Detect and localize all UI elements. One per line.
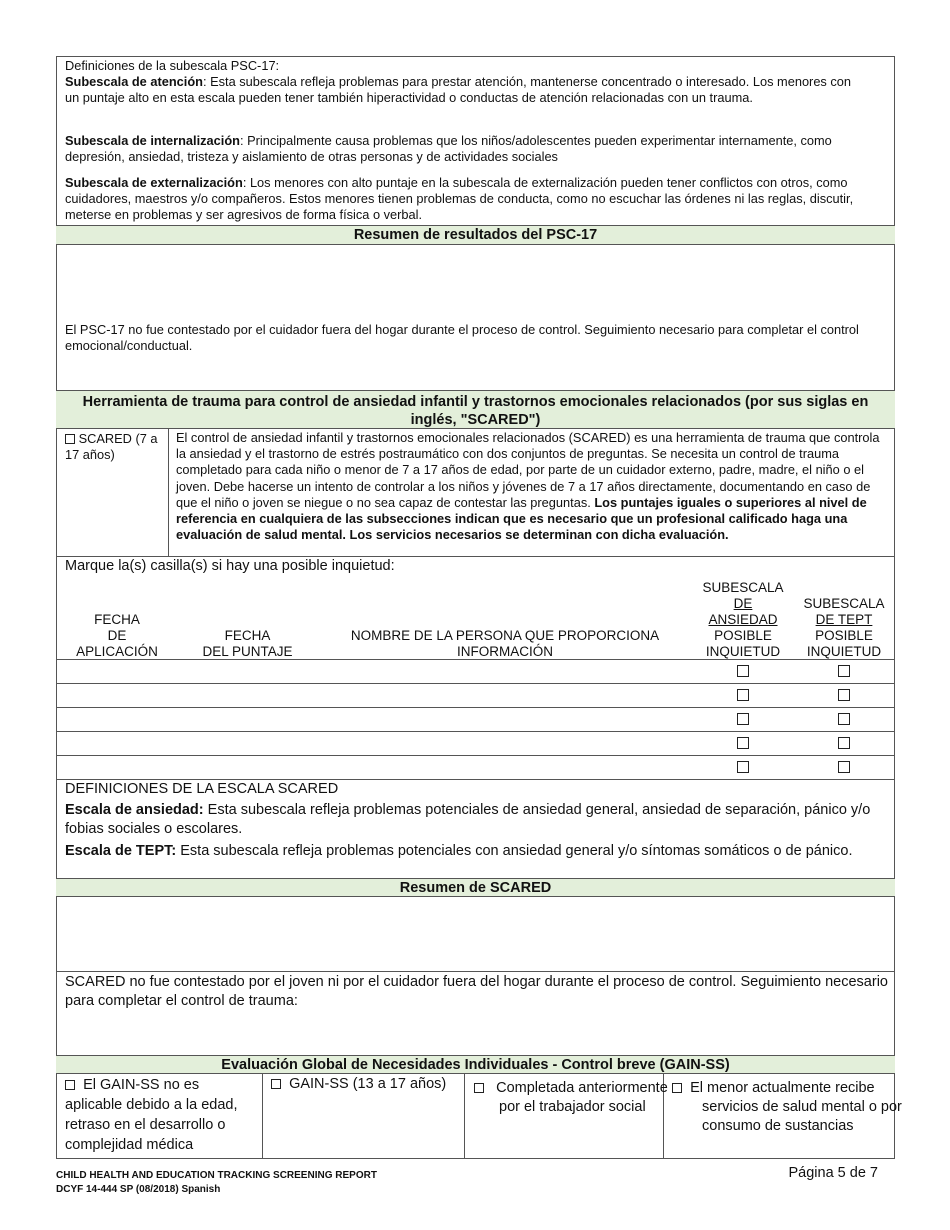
gain-receiving-services-option[interactable]: El menor actualmente recibe servicios de salud mental o por consumo de sustancias	[672, 1079, 917, 1136]
tept-concern-checkbox[interactable]	[838, 689, 850, 701]
gain-completed-checkbox[interactable]	[474, 1083, 484, 1093]
col-header-ansiedad: SUBESCALA DE ANSIEDAD POSIBLE INQUIETUD	[702, 580, 784, 659]
gain-ss-age-option[interactable]: GAIN-SS (13 a 17 años)	[271, 1075, 456, 1094]
col-header-tept: SUBESCALA DE TEPT POSIBLE INQUIETUD	[803, 596, 885, 659]
page-number: Página 5 de 7	[788, 1165, 878, 1181]
psc17-definitions-heading: Definiciones de la subescala PSC-17:	[65, 58, 280, 73]
gain-not-applicable-option[interactable]: El GAIN-SS no es aplicable debido a la edad, retraso en el desarrollo o complejidad médica	[65, 1077, 238, 1153]
footer-form-number: DCYF 14-444 SP (08/2018) Spanish	[56, 1184, 221, 1195]
gain-ss-checkbox[interactable]	[271, 1079, 281, 1089]
anxiety-concern-checkbox[interactable]	[737, 737, 749, 749]
scared-definitions-heading: DEFINICIONES DE LA ESCALA SCARED	[65, 781, 339, 797]
scared-not-answered-note: SCARED no fue contestado por el joven ni por el cuidador fuera del hogar durante el proceso de control. Seguimiento necesario para completar el control de trauma:	[65, 974, 888, 1009]
col-header-nombre: NOMBRE DE LA PERSONA QUE PROPORCIONA INFORMACIÓN	[350, 628, 660, 659]
scared-mark-prompt: Marque la(s) casilla(s) si hay una posible inquietud:	[65, 558, 395, 574]
footer-report-title: CHILD HEALTH AND EDUCATION TRACKING SCREENING REPORT	[56, 1170, 377, 1181]
gain-not-applicable-checkbox[interactable]	[65, 1080, 75, 1090]
divider	[56, 971, 895, 972]
psc17-not-answered-note: El PSC-17 no fue contestado por el cuidador fuera del hogar durante el proceso de control. Seguimiento necesario para completar el control emocional/conductual.	[65, 322, 859, 353]
table-row-divider	[56, 755, 895, 756]
col-header-fecha-aplicacion: FECHA DE APLICACIÓN	[76, 612, 158, 659]
anxiety-concern-checkbox[interactable]	[737, 761, 749, 773]
col-header-fecha-puntaje: FECHA DEL PUNTAJE	[202, 628, 293, 659]
scared-divider	[168, 429, 169, 556]
anxiety-concern-checkbox[interactable]	[737, 713, 749, 725]
tept-scale-definition: Escala de TEPT: Esta subescala refleja problemas potenciales con ansiedad general y/o síntomas somáticos o de pánico.	[65, 843, 853, 859]
scared-summary-field[interactable]	[57, 898, 894, 971]
table-row-divider	[56, 659, 895, 660]
scared-summary-header: Resumen de SCARED	[56, 878, 895, 897]
tept-concern-checkbox[interactable]	[838, 713, 850, 725]
attention-subscale-definition: Subescala de atención: Esta subescala refleja problemas para prestar atención, mantenerse concentrado o interesado. Los menores con un puntaje alto en esta escala pueden tener también hiperactividad o conductas de atención relacionadas con un trauma.	[65, 74, 852, 105]
scared-checkbox[interactable]	[65, 434, 75, 444]
tept-concern-checkbox[interactable]	[838, 737, 850, 749]
gain-divider	[464, 1074, 465, 1159]
tept-concern-checkbox[interactable]	[838, 665, 850, 677]
scared-description: El control de ansiedad infantil y trastornos emocionales relacionados (SCARED) es una herramienta de trauma que controla la ansiedad y el trastorno de estrés postraumático con dos conjuntos de preguntas. Se necesita un control de trauma completado para cada niño o menor de 7 a 17 años de edad, por parte de un cuidador externo, padre, madre, el niño o el joven. Debe hacerse un intento de controlar a los niños y jóvenes de 7 a 17 años directamente, documentando en caso de que el niño o joven se niegue o no sea capaz de contestar las preguntas. Los puntajes iguales o superiores al nivel de referencia en cualquiera de las subsecciones indican que es necesario que un profesional calificado haga una evaluación de salud mental. Los servicios necesarios se determinan con dicha evaluación.	[176, 430, 880, 543]
anxiety-concern-checkbox[interactable]	[737, 689, 749, 701]
table-row-divider	[56, 683, 895, 684]
gain-completed-previously-option[interactable]: Completada anteriormente por el trabajador social	[474, 1079, 684, 1117]
internalization-subscale-definition: Subescala de internalización: Principalmente causa problemas que los niños/adolescentes pueden experimentar internamente, como depresión, ansiedad, tristeza y aislamiento de otras personas y de actividades sociales	[65, 133, 832, 164]
anxiety-concern-checkbox[interactable]	[737, 665, 749, 677]
gain-ss-header: Evaluación Global de Necesidades Individuales - Control breve (GAIN-SS)	[56, 1055, 895, 1074]
anxiety-scale-definition: Escala de ansiedad: Esta subescala refleja problemas potenciales de ansiedad general, ansiedad de separación, pánico y/o fobias sociales o escolares.	[65, 802, 871, 837]
table-row-divider	[56, 707, 895, 708]
psc17-summary-header: Resumen de resultados del PSC-17	[56, 225, 895, 245]
gain-divider	[262, 1074, 263, 1159]
gain-services-checkbox[interactable]	[672, 1083, 682, 1093]
psc17-summary-field[interactable]	[57, 246, 894, 318]
externalization-subscale-definition: Subescala de externalización: Los menores con alto puntaje en la subescala de externalización pueden tener conflictos con otros, como cuidadores, maestros y/o compañeros. Estos menores tienen problemas de conducta, como no escuchar las órdenes ni las reglas, discutir, meterse en problemas y ser agresivos de forma física o verbal.	[65, 175, 854, 222]
scared-checkbox-option[interactable]: SCARED (7 a 17 años)	[65, 431, 158, 462]
tept-concern-checkbox[interactable]	[838, 761, 850, 773]
table-row-divider	[56, 731, 895, 732]
scared-section-header: Herramienta de trauma para control de ansiedad infantil y trastornos emocionales relacionados (por sus siglas en inglés, "SCARED")	[56, 390, 895, 429]
